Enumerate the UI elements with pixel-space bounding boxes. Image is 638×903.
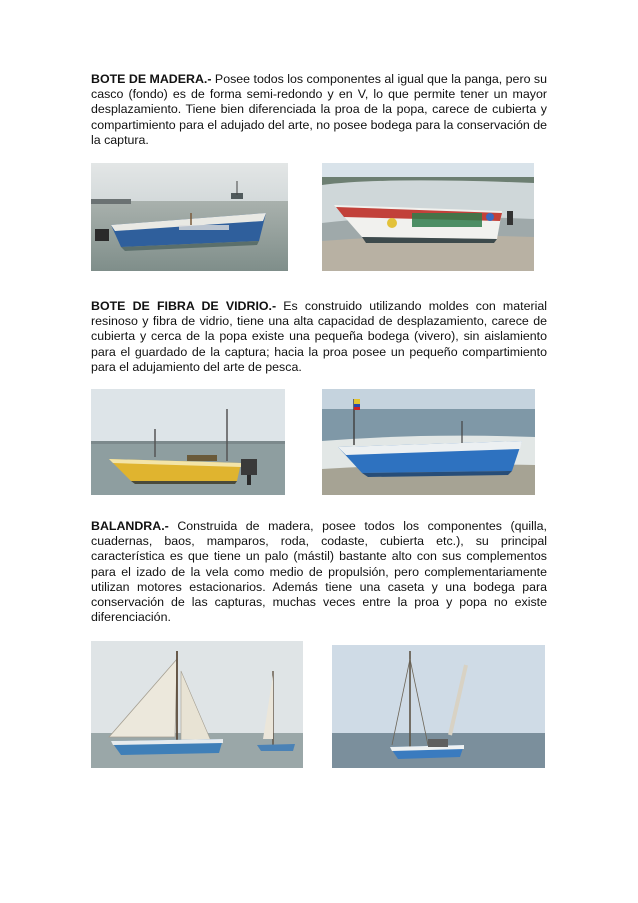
sailboats-icon <box>91 641 303 768</box>
section-heading: BOTE DE FIBRA DE VIDRIO.- <box>91 299 277 313</box>
painted-boat-on-beach-photo <box>322 163 534 271</box>
moored-balandra-photo <box>332 645 545 768</box>
section-text: Construida de madera, posee todos los componentes (quilla, cuadernas, baos, mamparos, roda, codaste, cubierta etc.), su principal característica es que tiene un palo (mástil) bastante alto con sus complementos para el izado de la vela como medio de propulsión, pero complementariamente utilizan motores estacionarios. Además tiene una caseta y una bodega para conservación de las capturas, muchas veces entre la proa y popa no existe diferenciación. <box>91 519 547 625</box>
wooden-boat-photo <box>91 163 288 271</box>
section-text: Posee todos los componentes al igual que la panga, pero su casco (fondo) es de forma semi-redondo y en V, lo que permite tener un mayor desplazamiento. Tiene bien diferenciada la proa de la popa, carece de cubierta y compartimiento para el adujado del arte, no posee bodega para la conservación de la captura. <box>91 72 548 147</box>
section-fiberglass-boat <box>91 299 547 375</box>
yellow-fiberglass-boat-photo <box>91 389 285 495</box>
moored-sailboat-icon <box>332 645 545 768</box>
yellow-boat-icon <box>91 389 285 495</box>
sailing-balandras-photo <box>91 641 303 768</box>
section-balandra <box>91 519 547 625</box>
section-text: Es construido utilizando moldes con material resinoso y fibra de vidrio, tiene una alta capacidad de desplazamiento, carece de cubierta y cerca de la popa existe una pequeña bodega (vivero), sin aislamiento para el guardado de la captura; hacia la proa posee un pequeño compartimiento para el adujamiento del arte de pesca. <box>91 299 547 374</box>
section-wooden-boat <box>91 72 547 148</box>
blue-boat-icon <box>322 389 535 495</box>
blue-fiberglass-boat-photo <box>322 389 535 495</box>
section-heading: BALANDRA.- <box>91 519 169 533</box>
painted-boat-icon <box>322 163 534 271</box>
wooden-boat-icon <box>91 163 288 271</box>
section-heading: BOTE DE MADERA.- <box>91 72 212 86</box>
